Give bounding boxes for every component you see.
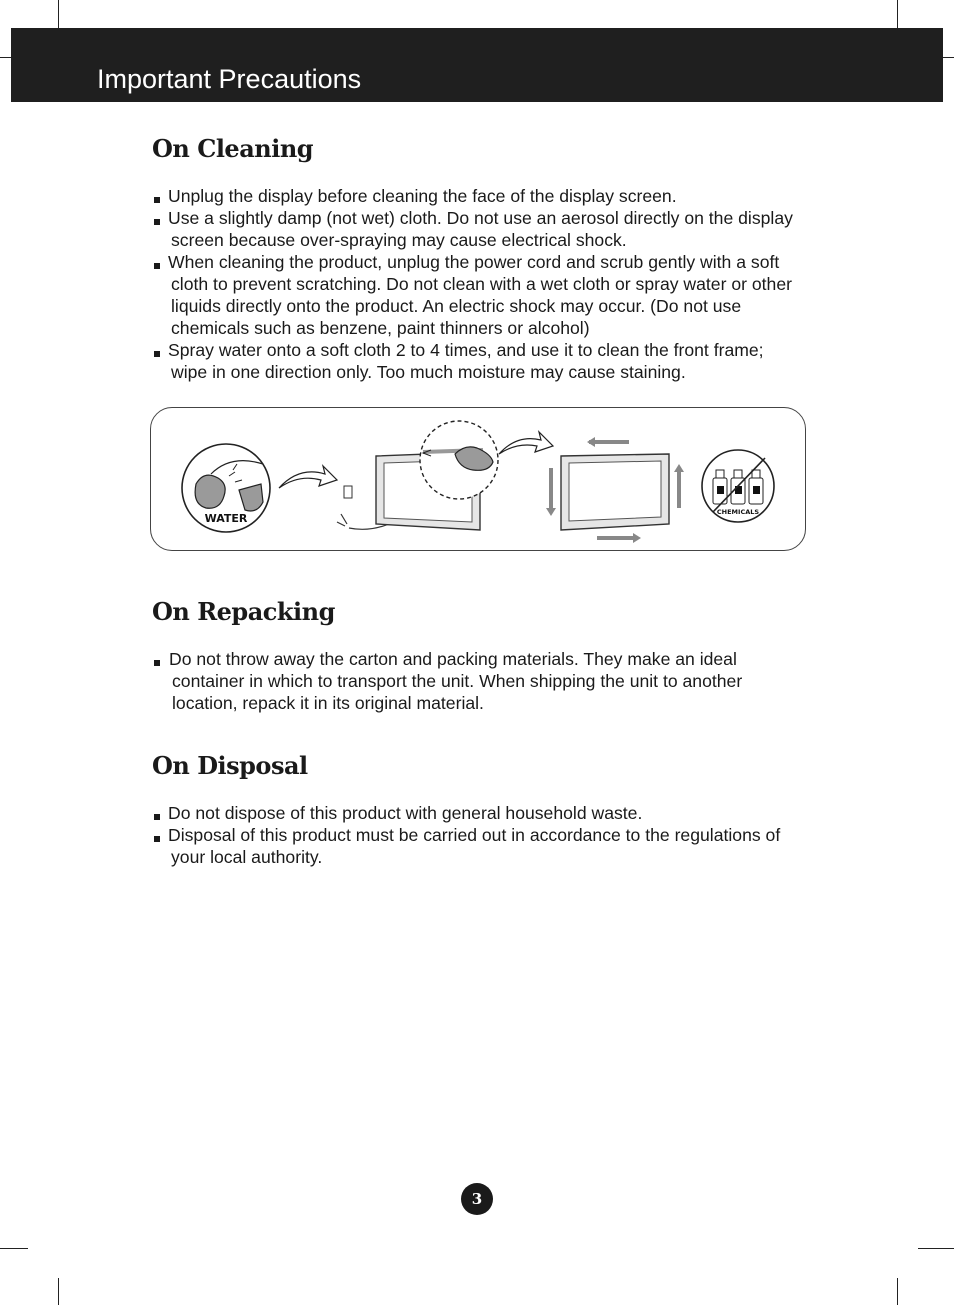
section-title-repacking: On Repacking	[152, 597, 335, 626]
cleaning-list	[152, 185, 812, 383]
crop-mark	[58, 0, 59, 28]
crop-mark	[0, 57, 11, 58]
cleaning-illustration-art	[151, 408, 807, 552]
list-item	[152, 251, 812, 339]
list-item-line: Spray water onto a soft cloth 2 to 4 times, and use it to clean the front frame;	[168, 340, 764, 360]
page-title: Important Precautions	[97, 64, 362, 94]
page-number: 3	[461, 1183, 493, 1215]
power-socket-icon	[344, 486, 352, 498]
crop-mark	[0, 1248, 28, 1249]
list-item-line: location, repack it in its original material.	[172, 693, 484, 713]
list-item	[152, 185, 812, 207]
list-item-line: cloth to prevent scratching. Do not clean with a wet cloth or spray water or other	[171, 274, 792, 294]
list-item-line: Use a slightly damp (not wet) cloth. Do not use an aerosol directly on the display	[168, 208, 793, 228]
list-item-line: Do not dispose of this product with general household waste.	[168, 803, 643, 823]
cleaning-illustration	[150, 407, 806, 551]
chemicals-label: CHEMICALS	[716, 508, 760, 516]
section-title-disposal: On Disposal	[152, 751, 308, 780]
list-item-line: your local authority.	[171, 847, 323, 867]
crop-mark	[897, 0, 898, 28]
monitor-icon	[561, 454, 669, 530]
disposal-list	[152, 802, 812, 868]
crop-mark	[58, 1278, 59, 1305]
water-label: WATER	[204, 512, 248, 525]
list-item-line: wipe in one direction only. Too much moisture may cause staining.	[171, 362, 686, 382]
list-item-line: Disposal of this product must be carried out in accordance to the regulations of	[168, 825, 781, 845]
repacking-list	[152, 648, 812, 714]
list-item	[152, 648, 812, 714]
list-item	[152, 207, 812, 251]
list-item-line: chemicals such as benzene, paint thinners or alcohol)	[171, 318, 590, 338]
list-item-line: Unplug the display before cleaning the face of the display screen.	[168, 186, 677, 206]
section-title-cleaning: On Cleaning	[152, 134, 314, 163]
list-item-line: When cleaning the product, unplug the power cord and scrub gently with a soft	[168, 252, 780, 272]
list-item-line: Do not throw away the carton and packing materials. They make an ideal	[169, 649, 737, 669]
crop-mark	[943, 57, 954, 58]
list-item-line: screen because over-spraying may cause electrical shock.	[171, 230, 627, 250]
crop-mark	[918, 1248, 954, 1249]
list-item-line: container in which to transport the unit. When shipping the unit to another	[172, 671, 743, 691]
arrow-icon	[279, 466, 337, 488]
crop-mark	[897, 1278, 898, 1305]
header-bar	[11, 28, 943, 102]
list-item	[152, 339, 812, 383]
list-item	[152, 824, 812, 868]
arrow-icon	[499, 432, 553, 454]
list-item-line: liquids directly onto the product. An electric shock may occur. (Do not use	[171, 296, 742, 316]
list-item	[152, 802, 812, 824]
